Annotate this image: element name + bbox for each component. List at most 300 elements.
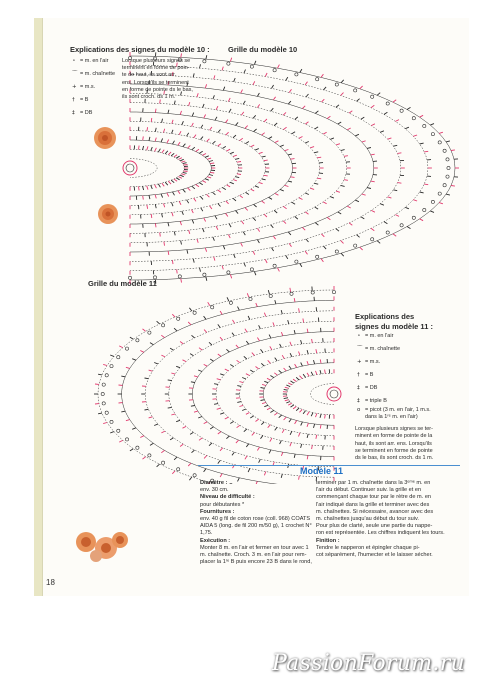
stitch-mark: [151, 214, 152, 218]
picot-mark: [203, 60, 206, 63]
stitch-mark: [395, 120, 399, 122]
stitch-mark: [294, 330, 295, 334]
stitch-mark: [294, 454, 295, 458]
stitch-mark: [286, 77, 288, 80]
stitch-mark: [371, 105, 374, 107]
stitch-mark: [209, 175, 213, 176]
legend-symbol-icon: +: [357, 359, 362, 365]
stitch-mark: [188, 322, 191, 325]
stitch-mark: [278, 268, 280, 272]
stitch-mark: [162, 213, 163, 217]
stitch-mark: [192, 220, 194, 224]
stitch-mark: [161, 194, 163, 198]
stitch-mark: [183, 144, 186, 147]
stitch-mark: [250, 370, 253, 372]
stitch-mark: [255, 186, 259, 188]
stitch-mark: [300, 264, 302, 267]
stitch-mark: [228, 235, 230, 239]
stitch-mark: [121, 411, 125, 412]
stitch-mark: [256, 367, 259, 369]
legend11-note-line: haut, ils sont arr. ens. Lorsqu'ils: [355, 440, 432, 447]
stitch-mark: [147, 186, 148, 190]
stitch-mark: [230, 152, 234, 154]
picot-mark: [105, 411, 108, 414]
stitch-mark: [293, 407, 296, 409]
stitch-mark: [245, 208, 248, 211]
stitch-mark: [182, 174, 186, 175]
stitch-mark: [279, 415, 282, 418]
picot-mark: [136, 339, 139, 342]
stitch-mark: [180, 111, 181, 115]
stitch-mark: [205, 156, 209, 158]
stitch-mark: [289, 366, 291, 369]
stitch-mark: [254, 272, 256, 276]
stitch-mark: [413, 135, 417, 136]
stitch-mark: [98, 413, 102, 414]
stitch-mark: [310, 147, 314, 148]
stitch-mark: [377, 241, 380, 244]
stitch-mark: [242, 409, 246, 411]
stitch-mark: [193, 73, 194, 77]
stitch-mark: [194, 198, 196, 201]
picot-mark: [125, 347, 128, 350]
stitch-mark: [207, 158, 211, 159]
picot-mark: [249, 297, 252, 300]
model11-title: Modèle 11: [300, 466, 344, 476]
stitch-mark: [261, 400, 265, 401]
stitch-mark: [288, 383, 292, 385]
stitch-mark: [155, 185, 157, 189]
stitch-mark: [262, 179, 266, 180]
stitch-mark: [132, 428, 136, 430]
stitch-mark: [119, 440, 123, 442]
instruction-line: l'air du début. Continuer suiv. la grille et en: [316, 487, 422, 494]
stitch-mark: [303, 411, 306, 414]
stitch-mark: [244, 356, 247, 359]
stitch-mark: [180, 221, 181, 225]
legend11-picot-line: = picot (3 m. en l'air, 1 m.s.: [365, 407, 431, 413]
picot-mark: [178, 275, 181, 278]
stitch-mark: [168, 223, 169, 227]
legend-symbol-label: = m. en l'air: [80, 58, 109, 64]
stitch-mark: [314, 424, 315, 428]
stitch-mark: [168, 110, 169, 114]
stitch-mark: [236, 122, 239, 125]
stitch-mark: [273, 322, 274, 326]
stitch-mark: [217, 379, 221, 380]
stitch-mark: [237, 425, 240, 427]
picot-mark: [203, 273, 206, 276]
picot-mark: [250, 268, 253, 271]
picot-mark: [148, 454, 151, 457]
stitch-mark: [269, 137, 272, 139]
legend11-note-line: ds le bas, ils sont croch. ds 1 m.: [355, 455, 434, 462]
picot-mark: [447, 166, 450, 169]
stitch-mark: [451, 186, 455, 187]
stitch-mark: [173, 141, 175, 144]
stitch-mark: [284, 389, 288, 390]
stitch-mark: [236, 211, 239, 214]
legend10-note-line: en forme de pointe ds le bas,: [122, 86, 193, 93]
stitch-mark: [257, 338, 259, 341]
stitch-mark: [103, 423, 107, 424]
picot-mark: [102, 402, 105, 405]
stitch-mark: [204, 364, 208, 366]
stitch-mark: [222, 146, 225, 148]
stitch-mark: [176, 366, 180, 367]
stitch-mark: [405, 127, 409, 129]
stitch-mark: [255, 149, 259, 151]
instruction-heading: Finition :: [316, 537, 340, 544]
legend10-note-line: te de haut, ils sont arr.: [122, 72, 177, 79]
stitch-mark: [180, 159, 184, 161]
stitch-mark: [204, 456, 207, 459]
instruction-line: env. 30 cm.: [200, 487, 229, 494]
stitch-mark: [280, 441, 282, 445]
stitch-mark: [157, 321, 160, 324]
stitch-mark: [229, 109, 231, 112]
stitch-mark: [165, 182, 168, 185]
stitch-mark: [285, 185, 289, 186]
stitch-mark: [315, 207, 318, 209]
stitch-mark: [271, 225, 274, 228]
stitch-mark: [341, 241, 344, 244]
instruction-line: Monter 8 m. en l'air et fermer en tour avec 1: [200, 544, 309, 551]
stitch-mark: [143, 196, 144, 200]
stitch-mark: [237, 386, 241, 387]
stitch-mark: [259, 325, 261, 329]
stitch-mark: [290, 353, 292, 357]
stitch-mark: [234, 254, 236, 258]
stitch-mark: [259, 182, 263, 183]
legend10-title: Explications des signes du modèle 10 :: [70, 45, 210, 54]
instruction-heading: Exécution :: [200, 537, 231, 544]
stitch-mark: [181, 241, 182, 245]
stitch-mark: [225, 417, 229, 419]
stitch-mark: [204, 316, 206, 319]
picot-mark: [177, 468, 180, 471]
stitch-mark: [188, 145, 191, 148]
stitch-mark: [377, 93, 380, 96]
stitch-mark: [362, 141, 366, 142]
stitch-mark: [183, 172, 187, 173]
stitch-mark: [338, 122, 341, 124]
stitch-mark: [168, 251, 169, 255]
stitch-mark: [207, 139, 210, 142]
stitch-mark: [241, 90, 243, 94]
stitch-mark: [198, 417, 202, 419]
stitch-mark: [183, 189, 186, 192]
stitch-mark: [360, 247, 363, 250]
stitch-mark: [305, 212, 308, 214]
stitch-mark: [226, 436, 229, 439]
stitch-mark: [251, 189, 255, 191]
stitch-mark: [336, 229, 339, 232]
legend-symbol-icon: †: [72, 97, 75, 103]
legend11-title-line: signes du modèle 11 :: [355, 322, 433, 331]
stitch-mark: [269, 197, 272, 199]
stitch-mark: [284, 368, 287, 371]
stitch-mark: [307, 373, 309, 376]
stitch-mark: [244, 429, 247, 432]
stitch-mark: [225, 369, 229, 371]
stitch-mark: [176, 156, 179, 158]
picot-mark: [431, 200, 434, 203]
stitch-mark: [229, 224, 231, 227]
stitch-mark: [301, 444, 302, 448]
stitch-mark: [290, 443, 292, 447]
instruction-line: m. chaînette. Croch. 3 m. en l'air pour rem-: [200, 552, 307, 558]
legend11-note-line: Lorsque plusieurs signes se ter-: [355, 426, 433, 432]
stitch-mark: [243, 101, 245, 104]
stitch-mark: [237, 162, 241, 163]
stitch-mark: [256, 303, 257, 307]
picot-mark: [446, 158, 449, 161]
picot-mark: [110, 365, 113, 368]
picot-mark: [227, 271, 230, 274]
stitch-mark: [275, 141, 279, 143]
stitch-mark: [168, 181, 171, 184]
stitch-mark: [371, 181, 375, 182]
chart-round: [130, 140, 211, 196]
stitch-mark: [149, 417, 153, 418]
stitch-mark: [303, 319, 304, 323]
stitch-mark: [215, 216, 217, 220]
stitch-mark: [316, 371, 317, 375]
stitch-mark: [200, 137, 203, 140]
stitch-mark: [184, 171, 188, 172]
stitch-mark: [301, 340, 302, 344]
stitch-mark: [393, 100, 396, 102]
stitch-mark: [257, 93, 259, 96]
picot-mark: [316, 78, 319, 81]
stitch-mark: [253, 81, 255, 85]
stitch-mark: [220, 448, 223, 451]
stitch-mark: [172, 203, 174, 207]
stitch-mark: [150, 343, 153, 345]
stitch-mark: [190, 432, 193, 434]
stitch-mark: [161, 450, 164, 452]
stitch-mark: [110, 355, 114, 356]
stitch-mark: [250, 416, 253, 418]
stitch-mark: [451, 150, 455, 151]
stitch-mark: [188, 463, 191, 466]
stitch-mark: [267, 408, 271, 410]
stitch-mark: [143, 136, 144, 140]
stitch-mark: [196, 149, 199, 151]
picot-mark: [227, 62, 230, 65]
stitch-mark: [424, 151, 428, 152]
stitch-mark: [398, 153, 402, 154]
picot-mark: [386, 231, 389, 234]
stitch-mark: [213, 95, 215, 99]
picot-mark: [290, 292, 293, 295]
stitch-mark: [288, 232, 291, 235]
stitch-mark: [204, 115, 206, 119]
chart-round: [130, 84, 374, 252]
stitch-mark: [220, 311, 222, 314]
stitch-mark: [275, 358, 277, 361]
stitch-mark: [210, 127, 212, 130]
chart-round: [122, 300, 334, 484]
stitch-mark: [257, 240, 259, 243]
stitch-mark: [228, 98, 230, 102]
stitch-mark: [295, 421, 297, 424]
picot-mark: [386, 102, 389, 105]
stitch-mark: [393, 190, 397, 191]
picot-mark: [229, 301, 232, 304]
legend10-note-line: ils sont croch. ds 1 m.: [122, 94, 176, 100]
stitch-mark: [158, 149, 160, 152]
stitch-mark: [178, 158, 182, 160]
instruction-line: placer la 1ʳᵉ B puis encore 23 B dans le rond,: [200, 559, 312, 566]
stitch-mark: [273, 236, 275, 239]
stitch-mark: [155, 195, 156, 199]
stitch-mark: [324, 87, 327, 90]
stitch-mark: [413, 200, 417, 201]
stitch-mark: [405, 207, 409, 209]
stitch-mark: [264, 214, 267, 217]
stitch-mark: [320, 414, 321, 418]
stitch-mark: [155, 148, 157, 152]
stitch-mark: [139, 146, 140, 150]
stitch-mark: [395, 215, 399, 217]
picot-mark: [412, 216, 415, 219]
stitch-mark: [171, 414, 175, 415]
stitch-mark: [241, 112, 243, 115]
stitch-mark: [197, 93, 198, 97]
stitch-mark: [257, 104, 259, 107]
stitch-mark: [355, 134, 359, 136]
stitch-mark: [424, 184, 428, 185]
picot-mark: [295, 73, 298, 76]
picot-mark: [438, 141, 441, 144]
stitch-mark: [278, 65, 280, 69]
stitch-mark: [172, 314, 175, 317]
stitch-mark: [305, 82, 307, 85]
stitch-mark: [183, 360, 187, 362]
stitch-mark: [207, 194, 210, 197]
legend-symbol-label: = DB: [80, 110, 93, 116]
stitch-mark: [305, 142, 309, 144]
picot-mark: [125, 438, 128, 441]
legend-symbol-icon: ‡: [357, 385, 360, 391]
stitch-mark: [344, 180, 348, 181]
stitch-mark: [291, 159, 295, 160]
instruction-line: commençant chaque tour par le rètre de m. en: [316, 494, 432, 501]
stitch-mark: [161, 431, 165, 433]
stitch-mark: [289, 419, 291, 422]
picot-mark: [311, 291, 314, 294]
picot-mark: [105, 374, 108, 377]
picot-mark: [148, 331, 151, 334]
stitch-mark: [284, 398, 288, 399]
stitch-mark: [197, 239, 198, 243]
stitch-mark: [307, 350, 308, 354]
stitch-mark: [293, 379, 296, 381]
stitch-mark: [316, 349, 317, 353]
stitch-mark: [199, 183, 202, 185]
stitch-mark: [388, 138, 392, 139]
stitch-mark: [165, 151, 168, 154]
stitch-mark: [420, 115, 424, 117]
stitch-mark: [172, 212, 173, 216]
stitch-mark: [267, 378, 271, 380]
picot-mark: [354, 244, 357, 247]
stitch-mark: [246, 192, 249, 194]
stitch-mark: [206, 277, 207, 281]
legend-symbol-label: = m. en l'air: [365, 333, 394, 339]
stitch-mark: [180, 342, 183, 344]
picot-mark: [431, 133, 434, 136]
picot-mark: [110, 420, 113, 423]
stitch-mark: [299, 433, 300, 437]
stitch-mark: [226, 349, 229, 352]
stitch-mark: [132, 359, 136, 361]
stitch-mark: [227, 185, 231, 187]
stitch-mark: [295, 117, 298, 120]
legend-symbol-label: = m. chaînette: [365, 346, 401, 352]
stitch-mark: [210, 163, 214, 164]
stitch-mark: [253, 115, 256, 118]
center-ring: [330, 390, 338, 398]
legend-symbol-label: = m.s.: [80, 84, 96, 90]
stitch-mark: [238, 478, 240, 482]
stitch-mark: [268, 425, 271, 428]
picot-mark: [423, 208, 426, 211]
picot-mark: [193, 311, 196, 314]
stitch-mark: [264, 381, 268, 382]
stitch-mark: [170, 348, 173, 350]
stitch-mark: [192, 450, 195, 453]
stitch-mark: [126, 420, 130, 421]
stitch-mark: [371, 228, 374, 230]
stitch-mark: [322, 99, 325, 102]
stitch-mark: [257, 447, 259, 450]
instruction-line: m. chaînettes. Si nécessaire, avancer avec des: [316, 508, 434, 515]
stitch-mark: [162, 150, 164, 153]
stitch-mark: [192, 186, 195, 189]
stitch-mark: [218, 354, 221, 356]
stitch-mark: [204, 422, 208, 424]
page-number: 18: [46, 578, 55, 587]
stitch-mark: [235, 158, 239, 159]
stitch-mark: [245, 456, 247, 459]
stitch-mark: [314, 360, 315, 364]
stitch-mark: [349, 223, 352, 225]
instruction-line: ron est représentée. Les chiffres indiquent les tours.: [316, 530, 445, 537]
legend-symbol-icon: +: [72, 84, 77, 90]
stitch-mark: [202, 181, 206, 183]
stitch-mark: [174, 457, 177, 460]
stitch-mark: [336, 144, 340, 145]
picot-mark: [371, 95, 374, 98]
stitch-mark: [295, 217, 298, 220]
stitch-mark: [241, 221, 243, 224]
legend11-note-line: minent en forme de pointe de la: [355, 433, 433, 440]
stitch-mark: [270, 376, 273, 378]
stitch-mark: [303, 374, 306, 377]
stitch-mark: [130, 449, 133, 451]
stitch-mark: [181, 279, 182, 283]
stitch-mark: [176, 178, 179, 180]
stitch-mark: [222, 266, 223, 270]
stitch-mark: [299, 308, 300, 312]
watermark: PassionForum.ru: [272, 651, 465, 676]
stitch-mark: [237, 402, 241, 403]
stitch-mark: [307, 329, 308, 333]
picot-mark: [332, 291, 335, 294]
